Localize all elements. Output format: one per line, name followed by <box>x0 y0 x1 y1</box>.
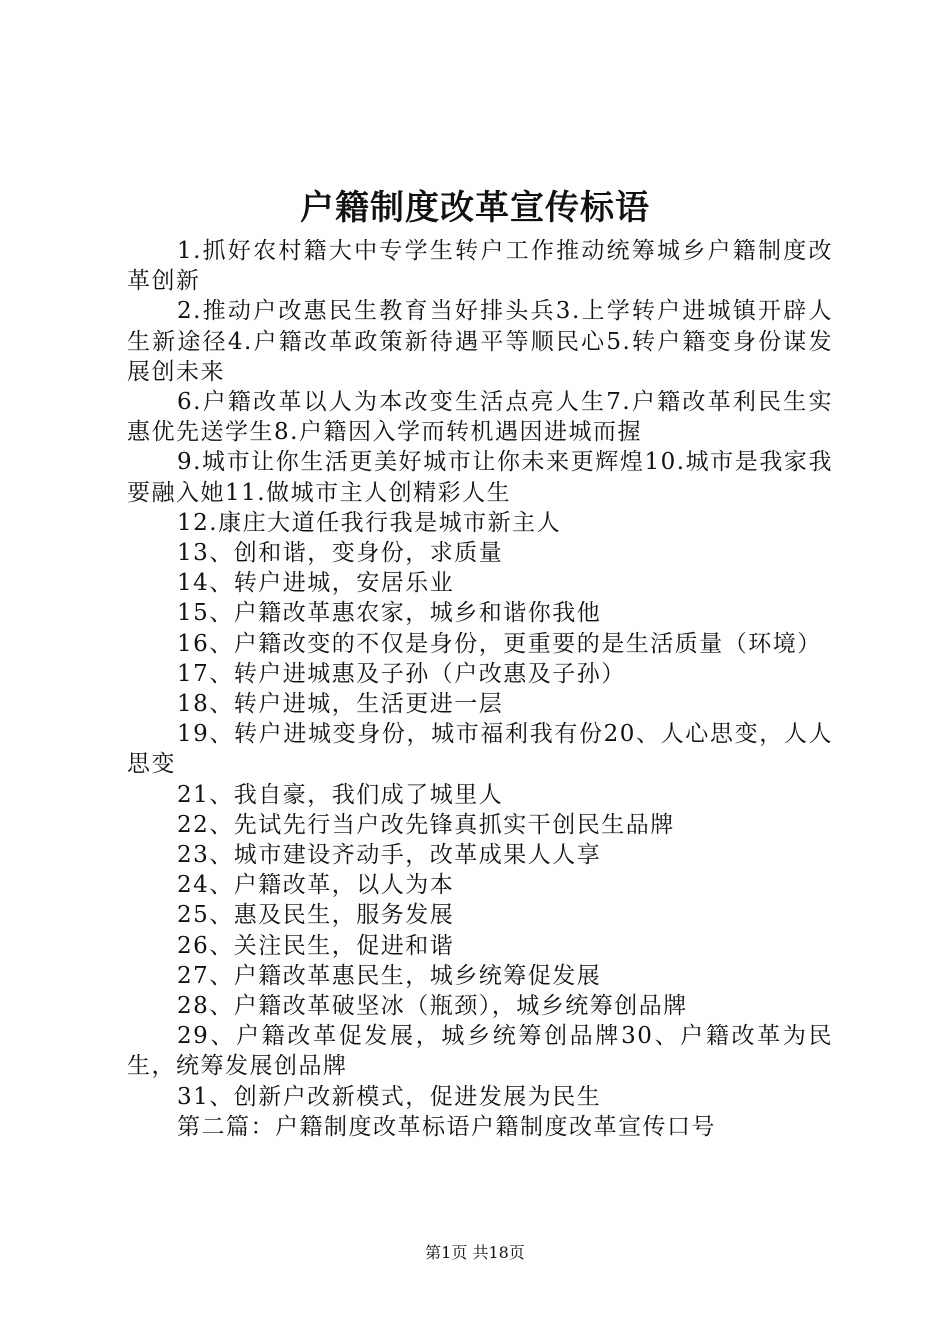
paragraph: 31、创新户改新模式，促进发展为民生 <box>177 1083 602 1110</box>
paragraph: 1.抓好农村籍大中专学生转户工作推动统筹城乡户籍制度改革创新 <box>127 238 833 295</box>
paragraph: 12.康庄大道任我行我是城市新主人 <box>177 509 562 536</box>
paragraph: 23、城市建设齐动手，改革成果人人享 <box>177 842 602 869</box>
paragraph: 17、转户进城惠及子孙（户改惠及子孙） <box>177 660 626 687</box>
paragraph: 21、我自豪，我们成了城里人 <box>177 781 504 808</box>
paragraph: 6.户籍改革以人为本改变生活点亮人生7.户籍改革利民生实惠优先送学生8.户籍因入学而转机遇因进城而握 <box>127 389 833 446</box>
document-body <box>127 236 833 1142</box>
page-title: 户籍制度改革宣传标语 <box>300 188 650 228</box>
paragraph: 19、转户进城变身份，城市福利我有份20、人心思变，人人思变 <box>127 721 833 778</box>
paragraph: 15、户籍改革惠农家，城乡和谐你我他 <box>177 600 602 627</box>
paragraph: 24、户籍改革，以人为本 <box>177 872 455 899</box>
paragraph: 22、先试先行当户改先锋真抓实干创民生品牌 <box>177 811 675 838</box>
paragraph: 25、惠及民生，服务发展 <box>177 902 455 929</box>
paragraph: 26、关注民生，促进和谐 <box>177 932 455 959</box>
paragraph: 28、户籍改革破坚冰（瓶颈），城乡统筹创品牌 <box>177 993 688 1020</box>
paragraph: 13、创和谐，变身份，求质量 <box>177 540 504 567</box>
paragraph: 18、转户进城，生活更进一层 <box>177 691 504 718</box>
paragraph: 16、户籍改变的不仅是身份，更重要的是生活质量（环境） <box>177 630 822 657</box>
paragraph: 14、转户进城，安居乐业 <box>177 570 455 597</box>
paragraph: 27、户籍改革惠民生，城乡统筹促发展 <box>177 962 602 989</box>
paragraph: 9.城市让你生活更美好城市让你未来更辉煌10.城市是我家我要融入她11.做城市主人创精彩人生 <box>127 449 833 506</box>
page-footer: 第1页 共18页 <box>425 1243 525 1262</box>
paragraph: 2.推动户改惠民生教育当好排头兵3.上学转户进城镇开辟人生新途径4.户籍改革政策新待遇平等顺民心5.转户籍变身份谋发展创未来 <box>127 298 833 385</box>
paragraph: 29、户籍改革促发展，城乡统筹创品牌30、户籍改革为民生，统筹发展创品牌 <box>127 1023 833 1080</box>
paragraph: 第二篇：户籍制度改革标语户籍制度改革宣传口号 <box>177 1113 716 1140</box>
